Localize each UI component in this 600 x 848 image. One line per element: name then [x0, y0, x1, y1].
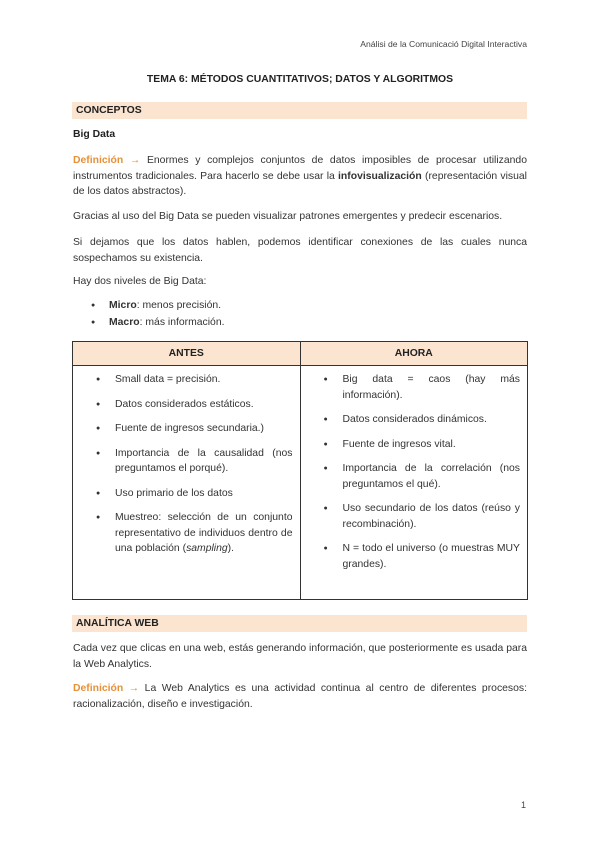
level-term: Micro — [109, 300, 137, 311]
definition-label: Definición → — [73, 683, 140, 694]
list-item-italic: sampling — [186, 543, 228, 554]
definition-bold-term: infovisualización — [338, 170, 422, 182]
list-item: ● Big data = caos (hay más información). — [306, 372, 523, 403]
list-item: ● Uso primario de los datos — [78, 486, 295, 502]
level-desc: : más información. — [139, 317, 225, 328]
list-item: ● Fuente de ingresos vital. — [306, 437, 523, 453]
list-item-text: Muestreo: selección de un conjunto representativo de individuos dentro de una población ( — [115, 512, 293, 554]
section-heading-conceptos: CONCEPTOS — [72, 102, 527, 119]
paragraph-connections: Si dejamos que los datos hablen, podemos identificar conexiones de las cuales nunca sospechamos su existencia. — [73, 237, 527, 264]
list-item: ● N = todo el universo (o muestras MUY grandes). — [306, 541, 523, 572]
column-header-antes: ANTES — [73, 342, 301, 366]
section-heading-analitica-web: ANALÍTICA WEB — [72, 615, 527, 632]
definition-label: Definición → — [73, 155, 141, 166]
list-item: ● Datos considerados dinámicos. — [306, 412, 523, 428]
paragraph-levels-intro: Hay dos niveles de Big Data: — [73, 276, 207, 287]
column-header-ahora: AHORA — [300, 342, 528, 366]
comparison-table — [72, 341, 528, 600]
list-item: ● Uso secundario de los datos (reúso y recombinación). — [306, 501, 523, 532]
page-title: TEMA 6: MÉTODOS CUANTITATIVOS; DATOS Y ALGORITMOS — [146, 74, 454, 85]
definition-text-b: (representación visual de los datos abstractos). — [73, 170, 527, 197]
column-ahora — [300, 366, 528, 600]
list-item — [73, 298, 225, 315]
running-header: Análisi de la Comunicació Digital Interactiva — [360, 39, 527, 49]
definition-big-data — [73, 153, 527, 200]
level-term: Macro — [109, 317, 140, 328]
definition-text-a: Enormes y complejos conjuntos de datos imposibles de procesar utilizando instrumentos tradicionales. Para hacerlo se debe usar la — [73, 155, 527, 182]
list-item: ● Importancia de la causalidad (nos preguntamos el porqué). — [78, 446, 295, 477]
levels-list — [73, 298, 225, 332]
list-item-text: ). — [227, 543, 235, 554]
definition-web-analytics — [73, 681, 527, 712]
list-item: ● Small data = precisión. — [78, 372, 295, 388]
list-item: ● Fuente de ingresos secundaria.) — [78, 421, 295, 437]
list-item: ● Datos considerados estáticos. — [78, 397, 295, 413]
list-item — [78, 510, 295, 557]
page-number: 1 — [520, 800, 526, 810]
paragraph-web-analytics: Cada vez que clicas en una web, estás generando información, que posteriormente es usada para la Web Analytics. — [73, 643, 527, 670]
definition-text: La Web Analytics es una actividad continua al centro de diferentes procesos: racionalización, diseño e investigación. — [73, 683, 527, 710]
paragraph-patterns: Gracias al uso del Big Data se pueden visualizar patrones emergentes y predecir escenarios. — [73, 211, 503, 222]
subheading-big-data: Big Data — [73, 129, 116, 140]
list-item — [73, 315, 225, 332]
level-desc: : menos precisión. — [136, 300, 222, 311]
list-item: ● Importancia de la correlación (nos preguntamos el qué). — [306, 461, 523, 492]
column-antes — [73, 366, 301, 600]
